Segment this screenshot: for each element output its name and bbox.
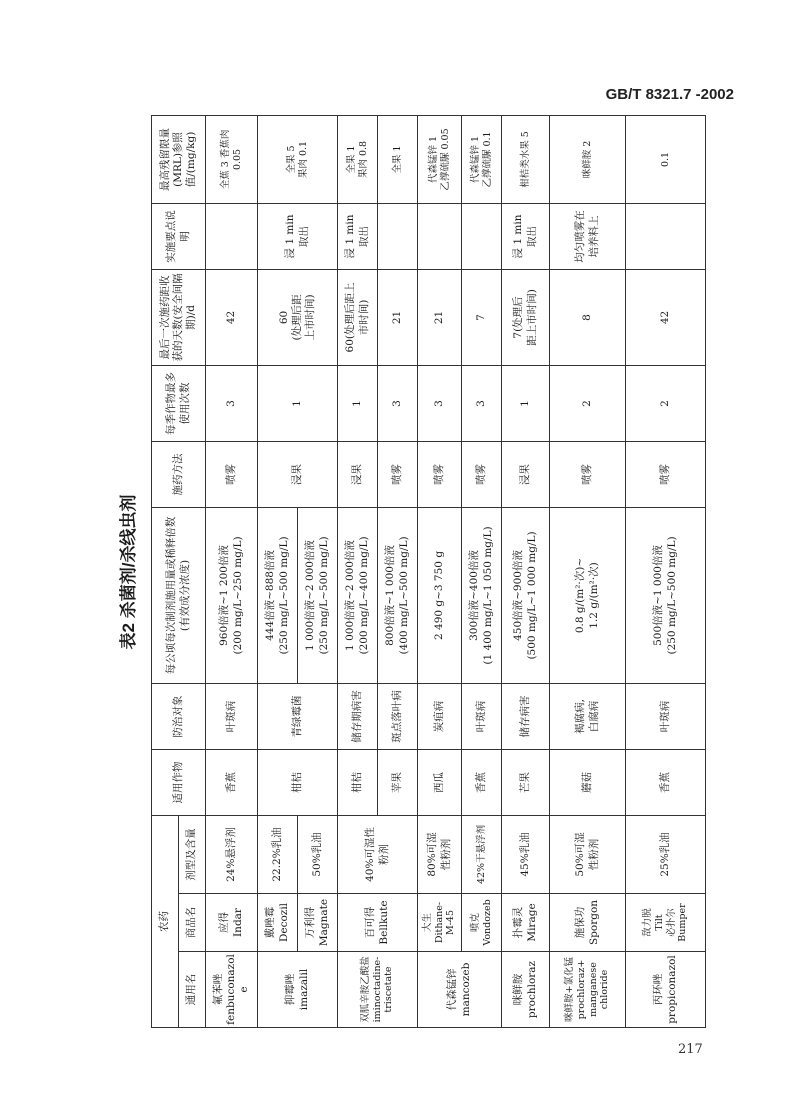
- cell-formulation: 45%乳油: [502, 815, 550, 893]
- header-formulation: 剂型及含量: [179, 815, 206, 893]
- cell-target: 叶斑病: [462, 683, 502, 749]
- cell-trade: 大生 Dithane- M-45: [418, 894, 462, 952]
- cell-target: 青绿霉菌: [258, 683, 338, 749]
- table-row-mancozeb-a: [418, 115, 462, 1027]
- cell-phi: 42: [206, 269, 258, 365]
- cell-common: 咪鲜胺+氯化锰 prochloraz+ manganese chloride: [550, 952, 626, 1028]
- header-trade-name: 商品名: [179, 894, 206, 952]
- pesticide-table: [151, 115, 706, 1028]
- cell-phi: 42: [626, 269, 706, 365]
- cell-notes: [206, 203, 258, 269]
- table-row-prochloraz: [502, 115, 550, 1027]
- cell-notes: [626, 203, 706, 269]
- cell-crop: 柑桔: [258, 749, 338, 815]
- cell-method: 喷雾: [462, 441, 502, 507]
- cell-trade: 百可得 Bellkute: [338, 894, 418, 952]
- cell-phi: 60(处理后距上 市时间): [338, 269, 378, 365]
- table-frame: [151, 116, 755, 1028]
- cell-times: 3: [378, 365, 418, 441]
- header-notes: 实施要点说明: [152, 203, 206, 269]
- cell-trade: 万利得 Magnate: [298, 894, 338, 952]
- cell-target: 炭疽病: [418, 683, 462, 749]
- cell-dosage: 0.8 g/(m²·次)~ 1.2 g/(m²·次): [550, 507, 626, 683]
- cell-common: 抑霉唑 imazalil: [258, 952, 338, 1028]
- cell-formulation: 50%乳油: [298, 815, 338, 893]
- cell-formulation: 25%乳油: [626, 815, 706, 893]
- cell-dosage: 300倍液~400倍液 (1 400 mg/L~1 050 mg/L): [462, 507, 502, 683]
- cell-formulation: 22.2%乳油: [258, 815, 298, 893]
- cell-dosage: 2 490 g~3 750 g: [418, 507, 462, 683]
- cell-method: 喷雾: [206, 441, 258, 507]
- cell-method: 喷雾: [626, 441, 706, 507]
- table-row-propiconazol: [626, 115, 706, 1027]
- cell-target: 褐腐病, 白腐病: [550, 683, 626, 749]
- cell-dosage: 450倍液~900倍液 (500 mg/L~1 000 mg/L): [502, 507, 550, 683]
- cell-phi: 7: [462, 269, 502, 365]
- cell-mrl: 咪鲜胺 2: [550, 115, 626, 203]
- cell-phi: 21: [418, 269, 462, 365]
- header-mrl: 最高残留限量(MRL)参照值/(mg/kg): [152, 115, 206, 203]
- cell-formulation: 40%可湿性 粉剂: [338, 815, 418, 893]
- cell-target: 储存期病害: [338, 683, 378, 749]
- cell-times: 3: [206, 365, 258, 441]
- rotated-table-block: [115, 116, 755, 1028]
- cell-notes: [378, 203, 418, 269]
- cell-formulation: 24%悬浮剂: [206, 815, 258, 893]
- cell-mrl: 代森锰锌 1 乙撑硫脲 0.1: [462, 115, 502, 203]
- page-number: 217: [678, 1042, 703, 1057]
- cell-times: 3: [418, 365, 462, 441]
- cell-method: 浸果: [258, 441, 338, 507]
- cell-notes: 浸 1 min 取出: [502, 203, 550, 269]
- header-pesticide: 农药: [152, 815, 179, 1027]
- cell-times: 3: [462, 365, 502, 441]
- header-phi: 最后一次施药距收获的天数(安全间隔期)/d: [152, 269, 206, 365]
- cell-formulation: 42%干悬浮剂: [462, 815, 502, 893]
- cell-mrl: 代森锰锌 1 乙撑硫脲 0.05: [418, 115, 462, 203]
- cell-common: 丙环唑 propiconazol: [626, 952, 706, 1028]
- cell-common: 咪鲜胺 prochloraz: [502, 952, 550, 1028]
- cell-method: 喷雾: [550, 441, 626, 507]
- table-row-imazalil-a: [258, 115, 298, 1027]
- cell-dosage: 1 000倍液~2 000倍液 (200 mg/L~400 mg/L): [338, 507, 378, 683]
- cell-target: 储存病害: [502, 683, 550, 749]
- cell-trade: 戴唑霉 Decozil: [258, 894, 298, 952]
- cell-times: 1: [258, 365, 338, 441]
- cell-trade: 施保功 Sporgon: [550, 894, 626, 952]
- cell-formulation: 50%可湿 性粉剂: [550, 815, 626, 893]
- cell-phi: 21: [378, 269, 418, 365]
- cell-mrl: 全果 1 果肉 0.8: [338, 115, 378, 203]
- table-row-prochloraz-mn: [550, 115, 626, 1027]
- cell-target: 叶斑病: [626, 683, 706, 749]
- cell-times: 1: [338, 365, 378, 441]
- cell-trade: 应得 Indar: [206, 894, 258, 952]
- header-common-name: 通用名: [179, 952, 206, 1028]
- cell-common: 代森锰锌 mancozeb: [418, 952, 502, 1028]
- cell-formulation: 80%可湿 性粉剂: [418, 815, 462, 893]
- cell-method: 喷雾: [418, 441, 462, 507]
- cell-mrl: 全果 5 果肉 0.1: [258, 115, 338, 203]
- cell-dosage: 444倍液~888倍液 (250 mg/L~500 mg/L): [258, 507, 298, 683]
- cell-dosage: 800倍液~1 000倍液 (400 mg/L~500 mg/L): [378, 507, 418, 683]
- table-row-mancozeb-b: [462, 115, 502, 1027]
- header-target: 防治对象: [152, 683, 206, 749]
- cell-method: 浸果: [502, 441, 550, 507]
- cell-dosage: 960倍液~1 200倍液 (200 mg/L~250 mg/L): [206, 507, 258, 683]
- cell-mrl: 柑桔类水果 5: [502, 115, 550, 203]
- cell-crop: 香蕉: [626, 749, 706, 815]
- cell-trade: 扑霉灵 Mirage: [502, 894, 550, 952]
- cell-dosage: 500倍液~1 000倍液 (250 mg/L~500 mg/L): [626, 507, 706, 683]
- cell-notes: [462, 203, 502, 269]
- cell-dosage: 1 000倍液~2 000倍液 (250 mg/L~500 mg/L): [298, 507, 338, 683]
- cell-mrl: 0.1: [626, 115, 706, 203]
- cell-method: 喷雾: [378, 441, 418, 507]
- header-max-times: 每季作物最多使用次数: [152, 365, 206, 441]
- cell-trade: 喷克 Vondozeb: [462, 894, 502, 952]
- cell-phi: 7(处理后 距上市时间): [502, 269, 550, 365]
- cell-mrl: 全蕉 3 香蕉肉 0.05: [206, 115, 258, 203]
- standard-code: GB/T 8321.7 -2002: [605, 86, 734, 103]
- table-row-fenbuconazole: [206, 115, 258, 1027]
- cell-crop: 香蕉: [206, 749, 258, 815]
- header-dosage: 每公顷每次制剂施用量或稀释倍数(有效成分浓度): [152, 507, 206, 683]
- cell-phi: 8: [550, 269, 626, 365]
- cell-notes: 均匀喷雾在 培养料上: [550, 203, 626, 269]
- cell-target: 斑点落叶病: [378, 683, 418, 749]
- cell-notes: 浸 1 min 取出: [338, 203, 378, 269]
- cell-crop: 西瓜: [418, 749, 462, 815]
- cell-crop: 柑桔: [338, 749, 378, 815]
- cell-crop: 芒果: [502, 749, 550, 815]
- cell-times: 2: [550, 365, 626, 441]
- header-row-1: [152, 115, 179, 1027]
- cell-times: 2: [626, 365, 706, 441]
- cell-trade: 敌力脱 Tilt 必扑尔 Bumper: [626, 894, 706, 952]
- cell-mrl: 全果 1: [378, 115, 418, 203]
- table-title: 表2 杀菌剂/杀线虫剂: [119, 494, 138, 650]
- cell-common: 双胍辛胺乙酸盐 iminoctadine- triscetate: [338, 952, 418, 1028]
- header-method: 施药方法: [152, 441, 206, 507]
- cell-method: 浸果: [338, 441, 378, 507]
- cell-common: 氟苯唑 fenbuconazole: [206, 952, 258, 1028]
- cell-crop: 苹果: [378, 749, 418, 815]
- cell-times: 1: [502, 365, 550, 441]
- cell-phi: 60 (处理后距 上市时间): [258, 269, 338, 365]
- cell-notes: [418, 203, 462, 269]
- cell-target: 叶斑病: [206, 683, 258, 749]
- table-row-iminoctadine-a: [338, 115, 378, 1027]
- cell-crop: 蘑菇: [550, 749, 626, 815]
- cell-crop: 香蕉: [462, 749, 502, 815]
- header-crop: 适用作物: [152, 749, 206, 815]
- cell-notes: 浸 1 min 取出: [258, 203, 338, 269]
